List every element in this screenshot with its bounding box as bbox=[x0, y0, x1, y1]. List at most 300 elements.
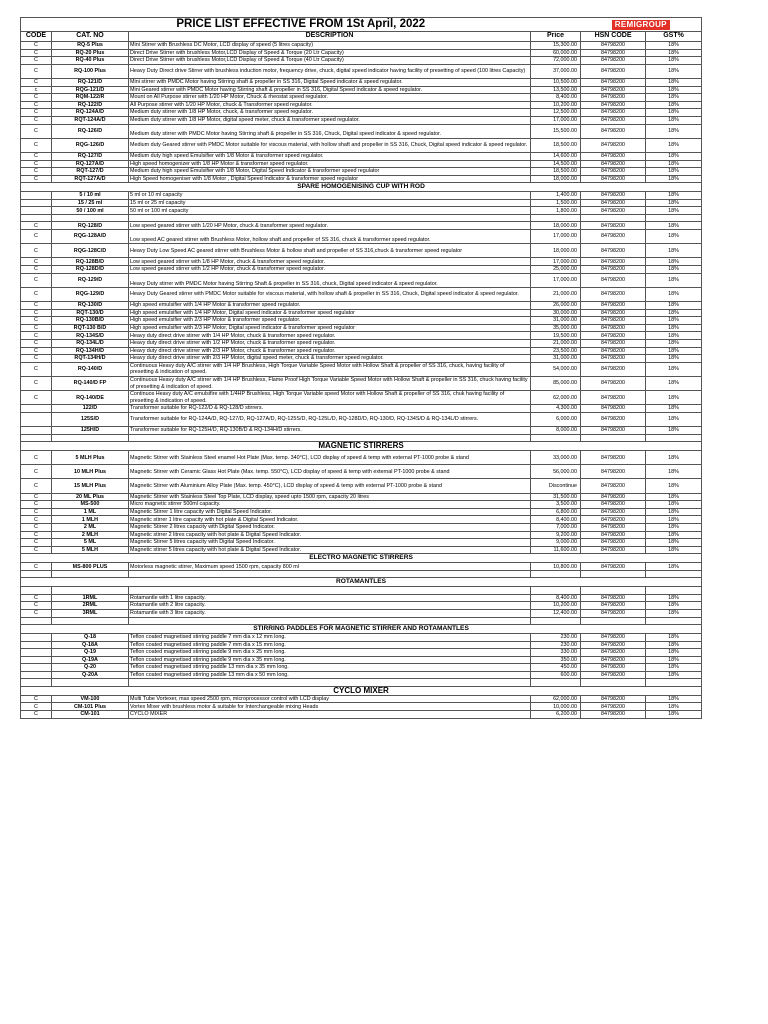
cat-no-cell: 2 ML bbox=[52, 524, 129, 532]
description-cell: Magnetic stirrer 5 litres capacity with hot plate & Digital Speed Indicator. bbox=[129, 546, 531, 554]
cat-no-cell: RQ-140/D bbox=[52, 362, 129, 376]
description-cell: Low speed geared stirrer with 1/20 HP Motor, chuck & transformer speed regulator. bbox=[129, 222, 531, 230]
code-cell bbox=[21, 199, 52, 207]
cat-no-cell: RQT-134H/D bbox=[52, 355, 129, 363]
cat-no-cell: RQT-130 B/D bbox=[52, 324, 129, 332]
description-cell: All Purpose stirrer with 1/20 HP Motor, chuck & Transformer speed regulator. bbox=[129, 101, 531, 109]
code-cell: C bbox=[21, 258, 52, 266]
table-row bbox=[21, 508, 702, 516]
price-cell: 62,000.00 bbox=[531, 391, 581, 405]
price-cell: 12,400.00 bbox=[531, 609, 581, 617]
cat-no-cell: RQ-122/D bbox=[52, 101, 129, 109]
code-cell: C bbox=[21, 602, 52, 610]
hsn-code-cell: 84798200 bbox=[581, 451, 646, 465]
gst-cell: 18% bbox=[646, 109, 702, 117]
gst-cell: 18% bbox=[646, 258, 702, 266]
gst-cell: 18% bbox=[646, 152, 702, 160]
description-cell: Heavy duty direct drive stirrer with 1/4 HP Motor, chuck & transformer speed regulator. bbox=[129, 332, 531, 340]
gst-cell: 18% bbox=[646, 412, 702, 426]
blank-row bbox=[21, 617, 702, 624]
blank-cell bbox=[531, 434, 581, 441]
code-cell: C bbox=[21, 124, 52, 138]
code-cell: C bbox=[21, 57, 52, 65]
table-row bbox=[21, 695, 702, 703]
section-header-row bbox=[21, 183, 702, 192]
hsn-code-cell: 84798200 bbox=[581, 138, 646, 152]
hsn-code-cell: 84798200 bbox=[581, 192, 646, 200]
price-cell: 85,000.00 bbox=[531, 376, 581, 390]
price-cell: 6,200.00 bbox=[531, 711, 581, 719]
hsn-code-cell: 84798200 bbox=[581, 287, 646, 301]
price-cell: 11,600.00 bbox=[531, 546, 581, 554]
blank-cell bbox=[129, 679, 531, 686]
hsn-code-cell: 84798200 bbox=[581, 656, 646, 664]
table-row bbox=[21, 258, 702, 266]
gst-cell: 18% bbox=[646, 244, 702, 258]
description-cell: 15 ml or 25 ml capacity bbox=[129, 199, 531, 207]
table-row bbox=[21, 124, 702, 138]
description-cell: Transformer suitable for RQ-122/D & RQ-128/D stirrers. bbox=[129, 405, 531, 413]
hsn-code-cell: 84798200 bbox=[581, 493, 646, 501]
table-row bbox=[21, 664, 702, 672]
blank-cell bbox=[581, 587, 646, 594]
code-cell: C bbox=[21, 451, 52, 465]
hsn-code-cell: 84798200 bbox=[581, 324, 646, 332]
price-cell: 10,500.00 bbox=[531, 78, 581, 86]
gst-cell: 18% bbox=[646, 324, 702, 332]
description-cell: Magnetic Stirrer with Aluminium Alloy Plate (Max. temp. 450°C), LCD display of speed & temp with external PT-1000 probe & stand bbox=[129, 479, 531, 493]
hsn-code-cell: 84798200 bbox=[581, 524, 646, 532]
cat-no-cell: 15 / 25 ml bbox=[52, 199, 129, 207]
cat-no-cell: Q-20A bbox=[52, 671, 129, 679]
price-list-sheet bbox=[20, 17, 701, 719]
description-cell: Continuos Heavy duty A/C emulsifire with 1/4HP Brushless, High Torque Variable speed Motor with Hollow Shaft & propeller of SS 316, chuk having facility of presetting & indication of speed. bbox=[129, 391, 531, 405]
price-cell: 8,400.00 bbox=[531, 516, 581, 524]
price-cell: 8,400.00 bbox=[531, 94, 581, 102]
price-cell: 35,000.00 bbox=[531, 324, 581, 332]
gst-cell: 18% bbox=[646, 309, 702, 317]
description-cell: Magnetic Stirrer with Stainless Steel enamel Hot Plate (Max. temp. 340°C), LCD display of speed & temp with external PT-1000 probe & stand bbox=[129, 451, 531, 465]
table-row bbox=[21, 152, 702, 160]
cat-no-cell: Q-18 bbox=[52, 633, 129, 641]
table-row bbox=[21, 465, 702, 479]
hsn-code-cell: 84798200 bbox=[581, 124, 646, 138]
column-header-description: DESCRIPTION bbox=[129, 32, 531, 42]
description-cell: Continuous Heavy duty A/C stirrer with 1/4 HP Brushless, High Torque Variable Speed Motor with Hollow Shaft & propeller of SS 316, chuck, having facility of presetting & indication of speed. bbox=[129, 362, 531, 376]
hsn-code-cell: 84798200 bbox=[581, 602, 646, 610]
table-row bbox=[21, 347, 702, 355]
hsn-code-cell: 84798200 bbox=[581, 412, 646, 426]
price-cell: 17,000.00 bbox=[531, 230, 581, 244]
price-cell: 31,000.00 bbox=[531, 355, 581, 363]
price-cell: 10,200.00 bbox=[531, 101, 581, 109]
cat-no-cell: 125H/D bbox=[52, 427, 129, 435]
blank-cell bbox=[129, 570, 531, 577]
cat-no-cell: RQG-126/D bbox=[52, 138, 129, 152]
gst-cell: 18% bbox=[646, 546, 702, 554]
table-row bbox=[21, 524, 702, 532]
gst-cell: 18% bbox=[646, 42, 702, 50]
blank-row bbox=[21, 434, 702, 441]
gst-cell: 18% bbox=[646, 508, 702, 516]
gst-cell: 18% bbox=[646, 273, 702, 287]
hsn-code-cell: 84798200 bbox=[581, 230, 646, 244]
table-row bbox=[21, 101, 702, 109]
blank-cell bbox=[581, 215, 646, 222]
description-cell: High speed emulsifier with 1/4 HP Motor, Digital speed indicator & transformer speed regulator bbox=[129, 309, 531, 317]
gst-cell: 18% bbox=[646, 602, 702, 610]
hsn-code-cell: 84798200 bbox=[581, 703, 646, 711]
blank-cell bbox=[52, 617, 129, 624]
description-cell: Magnetic stirrer 2 litres capacity with hot plate & Digital Speed Indicator. bbox=[129, 531, 531, 539]
hsn-code-cell: 84798200 bbox=[581, 633, 646, 641]
table-row bbox=[21, 266, 702, 274]
remi-group-logo bbox=[612, 20, 670, 30]
table-row bbox=[21, 594, 702, 602]
table-row bbox=[21, 362, 702, 376]
code-cell: C bbox=[21, 531, 52, 539]
price-cell: 26,000.00 bbox=[531, 301, 581, 309]
code-cell: c bbox=[21, 86, 52, 94]
price-cell: 13,500.00 bbox=[531, 86, 581, 94]
cat-no-cell: RQ-134L/D bbox=[52, 339, 129, 347]
price-cell: 9,000.00 bbox=[531, 539, 581, 547]
cat-no-cell: RQ-126/D bbox=[52, 124, 129, 138]
title-row bbox=[21, 18, 702, 32]
code-cell bbox=[21, 656, 52, 664]
table-row bbox=[21, 230, 702, 244]
gst-cell: 18% bbox=[646, 168, 702, 176]
cat-no-cell: 20 ML Plus bbox=[52, 493, 129, 501]
hsn-code-cell: 84798200 bbox=[581, 405, 646, 413]
price-cell: 21,000.00 bbox=[531, 339, 581, 347]
description-cell: Heavy Duty Direct drive Stirrer with brushless induction motor, frequency drive, chuck, digital speed indicator having facility of presetting of speed (100 litres Capacity) bbox=[129, 64, 531, 78]
blank-row bbox=[21, 215, 702, 222]
blank-row bbox=[21, 679, 702, 686]
gst-cell: 18% bbox=[646, 116, 702, 124]
gst-cell: 18% bbox=[646, 222, 702, 230]
description-cell: Rotamantle with 1 litre capacity. bbox=[129, 594, 531, 602]
gst-cell: 18% bbox=[646, 391, 702, 405]
gst-cell: 18% bbox=[646, 594, 702, 602]
cat-no-cell: 3RML bbox=[52, 609, 129, 617]
cat-no-cell: RQ-129/D bbox=[52, 273, 129, 287]
table-row bbox=[21, 451, 702, 465]
description-cell: High speed homogenizer with 1/8 HP Motor & transformer speed regulator. bbox=[129, 160, 531, 168]
gst-cell: 18% bbox=[646, 230, 702, 244]
gst-cell: 18% bbox=[646, 138, 702, 152]
gst-cell: 18% bbox=[646, 703, 702, 711]
table-row bbox=[21, 649, 702, 657]
code-cell: C bbox=[21, 546, 52, 554]
blank-cell bbox=[129, 434, 531, 441]
code-cell: C bbox=[21, 479, 52, 493]
table-row bbox=[21, 516, 702, 524]
description-cell: High speed emulsifier with 2/3 HP Motor & transformer speed regulator. bbox=[129, 317, 531, 325]
code-cell: C bbox=[21, 116, 52, 124]
description-cell: Teflon coated magnetised stirring paddle 9 mm dia x 35 mm long. bbox=[129, 656, 531, 664]
description-cell: Mount on All Purpose stirrer with 1/20 HP Motor, Chuck & rheostat speed regulator. bbox=[129, 94, 531, 102]
price-cell: 10,000.00 bbox=[531, 703, 581, 711]
cat-no-cell: RQ-128D/D bbox=[52, 266, 129, 274]
cat-no-cell: VM-100 bbox=[52, 695, 129, 703]
price-cell: 19,500.00 bbox=[531, 332, 581, 340]
description-cell: Magnetic Stirrer 1 litre capacity with Digital Speed Indicator. bbox=[129, 508, 531, 516]
table-row bbox=[21, 703, 702, 711]
price-table bbox=[20, 17, 702, 719]
table-row bbox=[21, 479, 702, 493]
table-row bbox=[21, 376, 702, 390]
cat-no-cell: Q-19 bbox=[52, 649, 129, 657]
cat-no-cell: CM-101 Plus bbox=[52, 703, 129, 711]
description-cell: Heavy Duty stirrer with PMDC Motor having Stirring Shaft & propeller in SS 316, chuck, Digital speed indicator & speed regulator. bbox=[129, 273, 531, 287]
code-cell: C bbox=[21, 324, 52, 332]
description-cell: Magnetic Stirrer with Stainless Steel Top Plate, LCD display, speed upto 1500 rpm, capacity 20 litres bbox=[129, 493, 531, 501]
cat-no-cell: RQ-130/D bbox=[52, 301, 129, 309]
code-cell bbox=[21, 664, 52, 672]
price-cell: 23,500.00 bbox=[531, 347, 581, 355]
hsn-code-cell: 84798200 bbox=[581, 339, 646, 347]
price-cell: 10,200.00 bbox=[531, 602, 581, 610]
description-cell: Medium duty stirrer with PMDC Motor having Stirring shaft & propeller in SS 316, Chuck, Digital speed indicator & speed regulator. bbox=[129, 124, 531, 138]
cat-no-cell: RQG-128C/D bbox=[52, 244, 129, 258]
price-cell: 10,800.00 bbox=[531, 563, 581, 571]
hsn-code-cell: 84798200 bbox=[581, 465, 646, 479]
cat-no-cell: MS-800 PLUS bbox=[52, 563, 129, 571]
price-cell: 3,500.00 bbox=[531, 501, 581, 509]
cat-no-cell: 122/D bbox=[52, 405, 129, 413]
hsn-code-cell: 84798200 bbox=[581, 42, 646, 50]
table-row bbox=[21, 602, 702, 610]
description-cell: High speed emulsifier with 2/3 HP Motor, Digital speed indicator & transformer speed regulator bbox=[129, 324, 531, 332]
table-row bbox=[21, 222, 702, 230]
hsn-code-cell: 84798200 bbox=[581, 301, 646, 309]
code-cell: C bbox=[21, 563, 52, 571]
cat-no-cell: RQ-127/D bbox=[52, 152, 129, 160]
price-cell: 17,000.00 bbox=[531, 273, 581, 287]
gst-cell: 18% bbox=[646, 427, 702, 435]
table-row bbox=[21, 244, 702, 258]
gst-cell: 18% bbox=[646, 355, 702, 363]
gst-cell: 18% bbox=[646, 175, 702, 183]
hsn-code-cell: 84798200 bbox=[581, 57, 646, 65]
price-cell: 18,000.00 bbox=[531, 222, 581, 230]
blank-cell bbox=[21, 617, 52, 624]
code-cell: C bbox=[21, 355, 52, 363]
hsn-code-cell: 84798200 bbox=[581, 479, 646, 493]
code-cell: C bbox=[21, 273, 52, 287]
gst-cell: 18% bbox=[646, 160, 702, 168]
code-cell: C bbox=[21, 222, 52, 230]
price-cell: 6,000.00 bbox=[531, 412, 581, 426]
gst-cell: 18% bbox=[646, 524, 702, 532]
hsn-code-cell: 84798200 bbox=[581, 501, 646, 509]
description-cell: Rotamantle with 3 litre capacity. bbox=[129, 609, 531, 617]
gst-cell: 18% bbox=[646, 287, 702, 301]
code-cell: C bbox=[21, 301, 52, 309]
price-cell: 18,500.00 bbox=[531, 168, 581, 176]
code-cell: C bbox=[21, 465, 52, 479]
code-cell: C bbox=[21, 138, 52, 152]
cat-no-cell: RQ-5 Plus bbox=[52, 42, 129, 50]
table-row bbox=[21, 711, 702, 719]
table-row bbox=[21, 391, 702, 405]
description-cell: Heavy Duty Geared stirrer with PMDC Motor suitable for viscous material, with hollow shaft & propeller in SS 316, Chuck, Digital speed indicator & speed regulator. bbox=[129, 287, 531, 301]
description-cell: Mini stirrer with PMDC Motor having Stirring shaft & propeller in SS 316, Digital Speed indicator & speed regulator. bbox=[129, 78, 531, 86]
cat-no-cell: RQM-122/R bbox=[52, 94, 129, 102]
cat-no-cell: RQ-140/D FP bbox=[52, 376, 129, 390]
table-row bbox=[21, 539, 702, 547]
hsn-code-cell: 84798200 bbox=[581, 376, 646, 390]
price-cell: 230.00 bbox=[531, 641, 581, 649]
code-cell: C bbox=[21, 152, 52, 160]
description-cell: Teflon coated magnetised stirring paddle 13 mm dia x 50 mm long. bbox=[129, 671, 531, 679]
table-row bbox=[21, 633, 702, 641]
table-row bbox=[21, 671, 702, 679]
table-row bbox=[21, 309, 702, 317]
section-heading: SPARE HOMOGENISING CUP WITH ROD bbox=[21, 183, 702, 192]
section-header-row bbox=[21, 442, 702, 451]
page-title: PRICE LIST EFFECTIVE FROM 1St April, 2022 bbox=[21, 18, 581, 32]
gst-cell: 18% bbox=[646, 711, 702, 719]
gst-cell: 18% bbox=[646, 531, 702, 539]
table-row bbox=[21, 317, 702, 325]
description-cell: Medium duty high speed Emulsifier with 1/8 Motor & transformer speed regulator. bbox=[129, 152, 531, 160]
cat-no-cell: RQ-40 Plus bbox=[52, 57, 129, 65]
cat-no-cell: RQ-140/DE bbox=[52, 391, 129, 405]
gst-cell: 18% bbox=[646, 501, 702, 509]
price-cell: 62,000.00 bbox=[531, 695, 581, 703]
code-cell: C bbox=[21, 362, 52, 376]
description-cell: Low speed geared stirrer with 1/2 HP Motor, chuck & transformer speed regulator. bbox=[129, 266, 531, 274]
cat-no-cell: RQ-128/D bbox=[52, 222, 129, 230]
description-cell: Medium duty high speed Emulsifier with 1/8 Motor, Digital Speed Indicator & transformer speed regulator bbox=[129, 168, 531, 176]
column-header-code: CODE bbox=[21, 32, 52, 42]
cat-no-cell: RQ-20 Plus bbox=[52, 49, 129, 57]
hsn-code-cell: 84798200 bbox=[581, 222, 646, 230]
section-header-row bbox=[21, 554, 702, 563]
table-row bbox=[21, 138, 702, 152]
gst-cell: 18% bbox=[646, 64, 702, 78]
description-cell: Transformer suitable for RQ-125H/D, RQ-130B/D & RQ-134H/D stirrers. bbox=[129, 427, 531, 435]
description-cell: 5 ml or 10 ml capacity bbox=[129, 192, 531, 200]
description-cell: Transformer suitable for RQ-124A/D, RQ-127/D, RQ-127A/D, RQ-125S/D, RQ-125L/D, RQ-128D/D, RQ-130/D, RQ-134S/D & RQ-134L/D stirrers. bbox=[129, 412, 531, 426]
blank-cell bbox=[52, 587, 129, 594]
blank-cell bbox=[531, 215, 581, 222]
description-cell: Heavy Duty Low Speed AC geared stirrer with Brushless Motor & hollow shaft and propeller of SS 316,chuck & transformer speed regulator bbox=[129, 244, 531, 258]
table-row bbox=[21, 324, 702, 332]
logo-brand: REMI bbox=[614, 19, 636, 29]
gst-cell: 18% bbox=[646, 347, 702, 355]
table-row bbox=[21, 355, 702, 363]
table-row bbox=[21, 109, 702, 117]
gst-cell: 18% bbox=[646, 317, 702, 325]
description-cell: Micro magnetic stirrer 500ml capacity. bbox=[129, 501, 531, 509]
hsn-code-cell: 84798200 bbox=[581, 109, 646, 117]
price-cell: 37,000.00 bbox=[531, 64, 581, 78]
blank-cell bbox=[581, 434, 646, 441]
table-row bbox=[21, 192, 702, 200]
price-cell: 25,000.00 bbox=[531, 266, 581, 274]
description-cell: Continuous Heavy duty A/C stirrer with 1/4 HP Brushless, Flame Proof High Torque Variable Speed Motor with Hollow Shaft & propeller in SS 316, chuck having facility of presetting & indication of speed. bbox=[129, 376, 531, 390]
cat-no-cell: 5 MLH bbox=[52, 546, 129, 554]
table-row bbox=[21, 332, 702, 340]
description-cell: Rotamantle with 2 litre capacity. bbox=[129, 602, 531, 610]
price-cell: 30,000.00 bbox=[531, 309, 581, 317]
blank-row bbox=[21, 587, 702, 594]
cat-no-cell: 5 MLH Plus bbox=[52, 451, 129, 465]
table-row bbox=[21, 656, 702, 664]
hsn-code-cell: 84798200 bbox=[581, 317, 646, 325]
gst-cell: 18% bbox=[646, 493, 702, 501]
hsn-code-cell: 84798200 bbox=[581, 391, 646, 405]
cat-no-cell: 125S/D bbox=[52, 412, 129, 426]
code-cell bbox=[21, 412, 52, 426]
gst-cell: 18% bbox=[646, 671, 702, 679]
price-cell: 60,000.00 bbox=[531, 49, 581, 57]
gst-cell: 18% bbox=[646, 656, 702, 664]
hsn-code-cell: 84798200 bbox=[581, 266, 646, 274]
hsn-code-cell: 84798200 bbox=[581, 199, 646, 207]
price-cell: 450.00 bbox=[531, 664, 581, 672]
price-cell: 56,000.00 bbox=[531, 465, 581, 479]
hsn-code-cell: 84798200 bbox=[581, 168, 646, 176]
table-row bbox=[21, 175, 702, 183]
hsn-code-cell: 84798200 bbox=[581, 711, 646, 719]
code-cell bbox=[21, 405, 52, 413]
blank-cell bbox=[21, 587, 52, 594]
gst-cell: 18% bbox=[646, 301, 702, 309]
hsn-code-cell: 84798200 bbox=[581, 258, 646, 266]
hsn-code-cell: 84798200 bbox=[581, 355, 646, 363]
code-cell: C bbox=[21, 244, 52, 258]
gst-cell: 18% bbox=[646, 563, 702, 571]
cat-no-cell: RQ-100 Plus bbox=[52, 64, 129, 78]
blank-cell bbox=[129, 617, 531, 624]
price-cell: 17,000.00 bbox=[531, 116, 581, 124]
blank-cell bbox=[52, 215, 129, 222]
table-row bbox=[21, 64, 702, 78]
table-row bbox=[21, 49, 702, 57]
cat-no-cell: RQ-134H/D bbox=[52, 347, 129, 355]
blank-cell bbox=[531, 570, 581, 577]
description-cell: Multi Tube Vortexer, max speed 2500 rpm, microprocessor control with LCD display bbox=[129, 695, 531, 703]
code-cell bbox=[21, 633, 52, 641]
table-row bbox=[21, 116, 702, 124]
gst-cell: 18% bbox=[646, 465, 702, 479]
gst-cell: 18% bbox=[646, 649, 702, 657]
price-cell: Discontinue bbox=[531, 479, 581, 493]
column-header-gst: GST% bbox=[646, 32, 702, 42]
hsn-code-cell: 84798200 bbox=[581, 609, 646, 617]
hsn-code-cell: 84798200 bbox=[581, 649, 646, 657]
column-header-cat-no: CAT. NO bbox=[52, 32, 129, 42]
blank-cell bbox=[646, 434, 702, 441]
description-cell: Motorless magnetic stirrer, Maximum speed 1500 rpm, capacity 800 ml bbox=[129, 563, 531, 571]
gst-cell: 18% bbox=[646, 362, 702, 376]
blank-cell bbox=[581, 617, 646, 624]
hsn-code-cell: 84798200 bbox=[581, 116, 646, 124]
blank-cell bbox=[21, 215, 52, 222]
hsn-code-cell: 84798200 bbox=[581, 531, 646, 539]
price-cell: 1,400.00 bbox=[531, 192, 581, 200]
description-cell: Heavy duty direct drive stirrer with 2/3 HP Motor, chuck & transformer speed regulator. bbox=[129, 347, 531, 355]
description-cell: Teflon coated magnetised stirring paddle 7 mm dia x 12 mm long. bbox=[129, 633, 531, 641]
table-row bbox=[21, 609, 702, 617]
description-cell: High Speed homogeniser with 1/8 Motor , Digital Speed Indicator & transformer speed regulator bbox=[129, 175, 531, 183]
code-cell: C bbox=[21, 703, 52, 711]
gst-cell: 18% bbox=[646, 339, 702, 347]
